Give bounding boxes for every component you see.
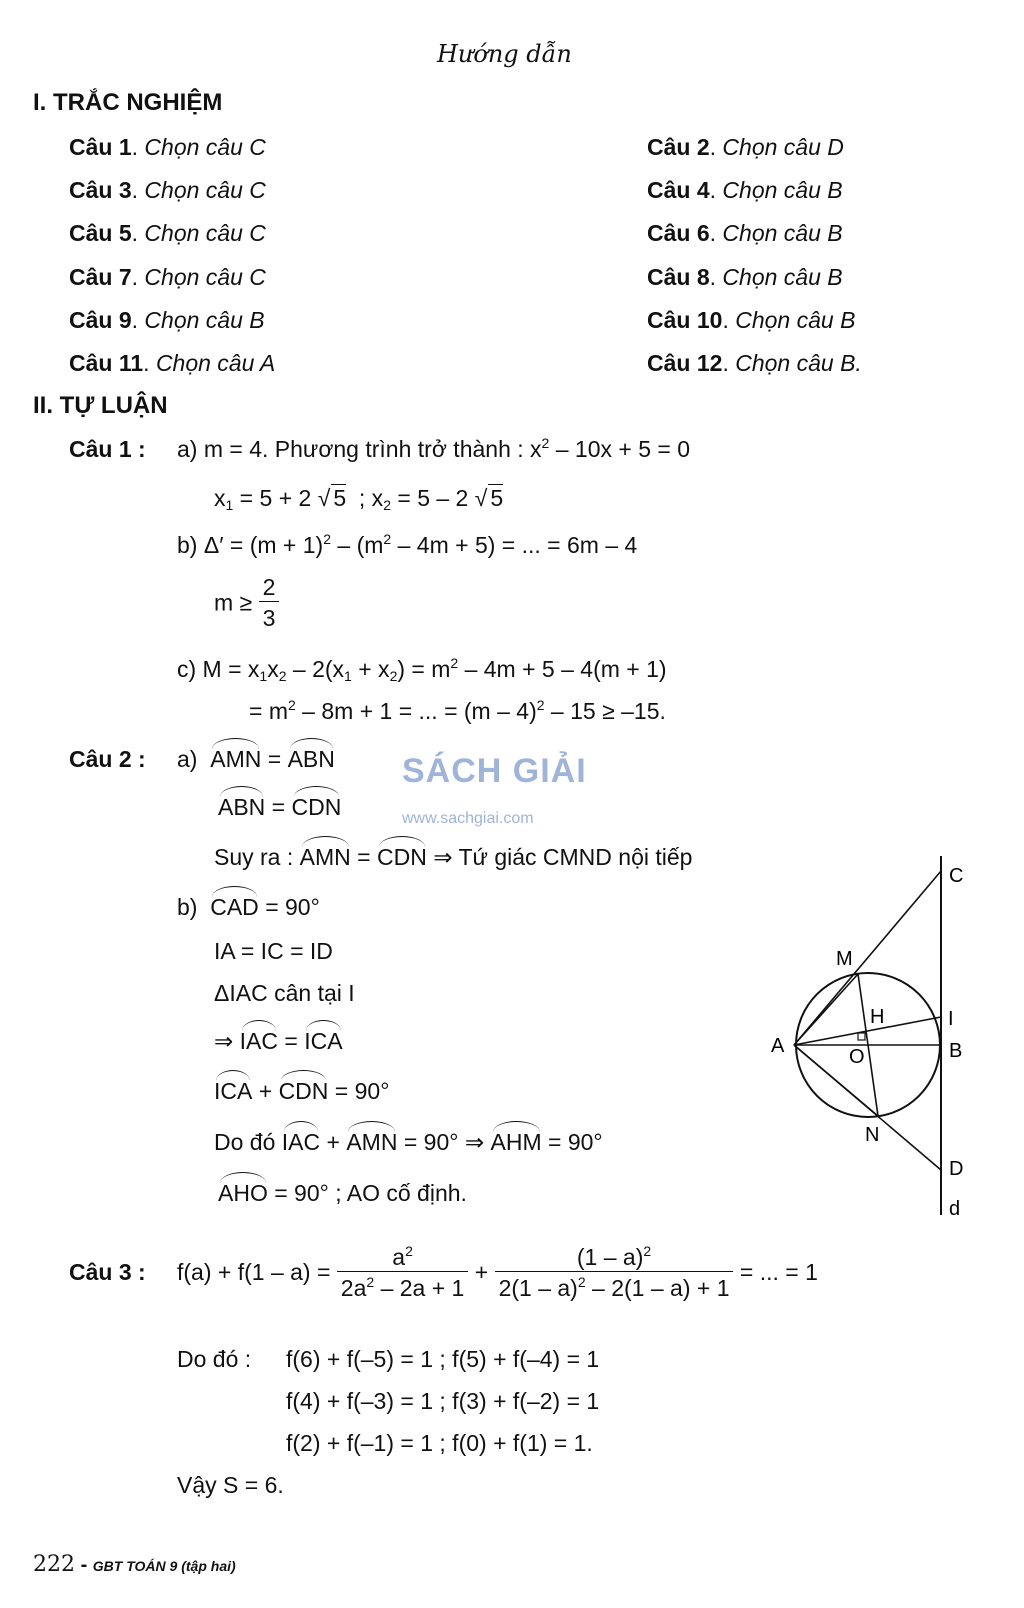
- cau3-line3: f(2) + f(–1) = 1 ; f(0) + f(1) = 1.: [286, 1430, 593, 1456]
- cau2-b2: IA = IC = ID: [214, 938, 333, 964]
- label-d: d: [949, 1198, 961, 1220]
- mc-answer-choice: Chọn câu A: [155, 350, 276, 376]
- label-N: N: [865, 1124, 880, 1146]
- mc-answer-choice: Chọn câu C: [144, 134, 266, 160]
- mc-answer-item: Câu 2. Chọn câu D: [647, 134, 844, 160]
- mc-question-label: Câu 8: [647, 263, 710, 290]
- cau1-roots: $x_1 = 5 + 2$ √ 5 ; $x_2 = 5 - 2$ √ 5: [214, 485, 504, 513]
- label-C: C: [949, 865, 964, 887]
- cau1-c-line2: = $m^2 - 8m + 1$ = ... = (m – 4)$^2$ – 15 ≥ –15.: [249, 697, 666, 724]
- cau2-b4: ⇒ IAC = ICA: [214, 1028, 343, 1054]
- cau2-a1: a) AMN = ABN: [177, 746, 335, 772]
- mc-answer-item: Câu 8. Chọn câu B: [647, 263, 843, 290]
- mc-answer-item: Câu 9. Chọn câu B: [69, 306, 265, 333]
- section-trac-nghiem: I. TRẮC NGHIỆM: [33, 89, 223, 116]
- mc-answer-choice: Chọn câu B.: [735, 350, 862, 376]
- cau2-b1: b) CAD = 90°: [177, 894, 320, 920]
- cau3-label: Câu 3 :: [69, 1259, 146, 1285]
- mc-answer-item: Câu 6. Chọn câu B: [647, 220, 843, 247]
- label-O: O: [849, 1046, 865, 1068]
- cau1-c-line1: c) $M = x_1x_2 - 2(x_1 + x_2) = m^2 - 4m + 5 - 4(m + 1)$: [177, 655, 667, 684]
- mc-answer-choice: Chọn câu B: [722, 177, 843, 204]
- cau2-b5: ICA + CDN = 90°: [214, 1078, 390, 1104]
- page-number: 222: [33, 1552, 75, 1577]
- label-B: B: [949, 1040, 963, 1062]
- cau2-b6: Do đó IAC + AMN = 90° ⇒ AHM = 90°: [214, 1129, 603, 1155]
- mc-question-label: Câu 7: [69, 263, 132, 290]
- label-M: M: [836, 948, 853, 970]
- mc-question-label: Câu 6: [647, 220, 710, 247]
- cau2-b3: ΔIAC cân tại I: [214, 980, 355, 1006]
- cau1-a: a) m = 4. Phương trình trở thành : $x^2 - 10x + 5 = 0$: [177, 435, 690, 462]
- cau2-b7: AHO = 90° ; AO cố định.: [218, 1180, 467, 1206]
- mc-answer-item: Câu 7. Chọn câu C: [69, 263, 266, 290]
- mc-answer-choice: Chọn câu D: [722, 134, 844, 160]
- mc-answer-item: Câu 12. Chọn câu B.: [647, 350, 862, 376]
- cau3-equation: f(a) + f(1 – a) = $\frac{a^2}{2a^2 - 2a + 1}$ + $\frac{(1 - a)^2}{2(1 - a)^2 - 2(1 - a) + 1}$ = ... = 1: [177, 1242, 818, 1301]
- cau3-conclusion: Vậy S = 6.: [177, 1472, 284, 1498]
- label-I: I: [948, 1008, 954, 1030]
- cau2-a2: ABN = CDN: [218, 794, 342, 820]
- cau1-b: b) $\Delta' = (m + 1)^2 - (m^2 - 4m + 5)$ = ... = 6m – 4: [177, 531, 638, 558]
- mc-question-label: Câu 3: [69, 177, 132, 204]
- page-heading: Hướng dẫn: [437, 40, 572, 68]
- section-tu-luan: II. TỰ LUẬN: [33, 392, 168, 419]
- mc-question-label: Câu 11: [69, 350, 144, 376]
- mc-answer-choice: Chọn câu B: [144, 306, 265, 333]
- mc-answer-item: Câu 10. Chọn câu B: [647, 306, 856, 333]
- label-D: D: [949, 1158, 964, 1180]
- mc-answer-item: Câu 4. Chọn câu B: [647, 177, 843, 204]
- mc-question-label: Câu 12: [647, 350, 723, 376]
- mc-answer-choice: Chọn câu C: [144, 177, 266, 204]
- mc-question-label: Câu 2: [647, 134, 710, 160]
- cau3-line1: f(6) + f(–5) = 1 ; f(5) + f(–4) = 1: [286, 1346, 600, 1372]
- mc-answer-item: Câu 1. Chọn câu C: [69, 134, 266, 160]
- geometry-figure: [760, 850, 980, 1225]
- cau1-label: Câu 1 :: [69, 436, 146, 462]
- mc-answer-choice: Chọn câu B: [722, 220, 843, 247]
- mc-answer-choice: Chọn câu B: [722, 263, 843, 290]
- book-title: GBT TOÁN 9 (tập hai): [92, 1558, 236, 1574]
- label-A: A: [771, 1035, 785, 1057]
- cau2-label: Câu 2 :: [69, 746, 146, 772]
- cau3-do-do: Do đó :: [177, 1346, 252, 1372]
- mc-answer-item: Câu 3. Chọn câu C: [69, 177, 266, 204]
- cau3-line2: f(4) + f(–3) = 1 ; f(3) + f(–2) = 1: [286, 1388, 600, 1414]
- mc-answer-item: Câu 11. Chọn câu A: [69, 350, 276, 376]
- watermark-logo: SÁCH GIẢI: [402, 752, 587, 790]
- mc-question-label: Câu 9: [69, 306, 132, 333]
- mc-answer-item: Câu 5. Chọn câu C: [69, 220, 266, 247]
- mc-question-label: Câu 1: [69, 134, 132, 160]
- footer: 222 - GBT TOÁN 9 (tập hai): [33, 1552, 236, 1577]
- label-H: H: [870, 1006, 885, 1028]
- cau2-a3: Suy ra : AMN = CDN ⇒ Tứ giác CMND nội tiếp: [214, 844, 693, 870]
- mc-question-label: Câu 10: [647, 306, 723, 333]
- mc-answer-choice: Chọn câu C: [144, 220, 266, 247]
- cau1-m-condition: m ≥ $\frac{2}{3}$: [214, 573, 279, 632]
- mc-answer-choice: Chọn câu C: [144, 263, 266, 290]
- mc-answer-choice: Chọn câu B: [735, 306, 856, 333]
- mc-question-label: Câu 5: [69, 220, 132, 247]
- watermark-url: www.sachgiai.com: [402, 810, 534, 827]
- mc-question-label: Câu 4: [647, 177, 710, 204]
